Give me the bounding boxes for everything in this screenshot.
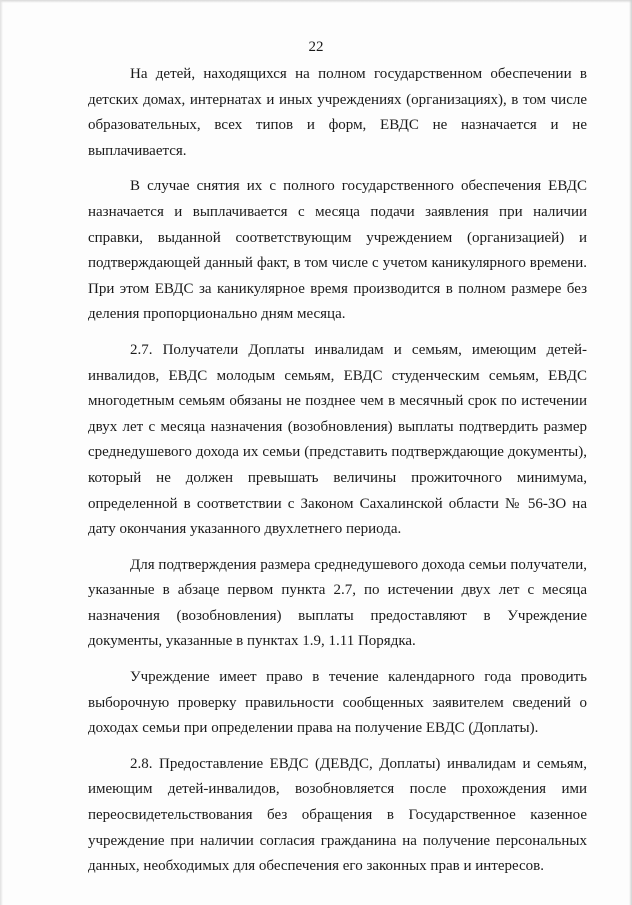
paragraph-clause-2-8: 2.8. Предоставление ЕВДС (ДЕВДС, Доплаты) инвалидам и семьям, имеющим детей-инвалидов, возобновляется после прохождения ими переосвидетельствования без обращения в Государственное казенное учреждение при наличии согласия гражданина на получение персональных данных, необходимых для обеспечения его законных прав и интересов.: [88, 755, 587, 875]
document-body: [88, 62, 587, 880]
scan-edge-top: [0, 0, 632, 3]
paragraph-selective-check: Учреждение имеет право в течение календарного года проводить выборочную проверку правильности сообщенных заявителем сведений о доходах семьи при определении права на получение ЕВДС (Доплаты).: [88, 669, 587, 737]
paragraph-removal-from-state-care: В случае снятия их с полного государственного обеспечения ЕВДС назначается и выплачивается с месяца подачи заявления при наличии справки, выданной соответствующим учреждением (организацией) и подтверждающей данный факт, в том числе с учетом каникулярного времени. При этом ЕВДС за каникулярное время производится в полном размере без деления пропорционально дням месяца.: [88, 178, 587, 323]
paragraph-clause-2-7: 2.7. Получатели Доплаты инвалидам и семьям, имеющим детей-инвалидов, ЕВДС молодым семьям, ЕВДС студенческим семьям, ЕВДС многодетным семьям обязаны не позднее чем в месячный срок по истечении двух лет с месяца назначения (возобновления) выплаты подтвердить размер среднедушевого дохода их семьи (представить подтверждающие документы), который не должен превышать величины прожиточного минимума, определенной в соответствии с Законом Сахалинской области № 56-ЗО на дату окончания указанного двухлетнего периода.: [88, 341, 587, 538]
paragraph-income-confirmation: Для подтверждения размера среднедушевого дохода семьи получатели, указанные в абзаце первом пункта 2.7, по истечении двух лет с месяца назначения (возобновления) выплаты предоставляют в Учреждение документы, указанные в пунктах 1.9, 1.11 Порядка.: [88, 556, 587, 650]
page-number: 22: [308, 39, 324, 55]
scan-edge-left: [0, 0, 3, 905]
paragraph-children-state-care: На детей, находящихся на полном государственном обеспечении в детских домах, интернатах и иных учреждениях (организациях), в том числе образовательных, всех типов и форм, ЕВДС не назначается и не выплачивается.: [88, 66, 587, 159]
